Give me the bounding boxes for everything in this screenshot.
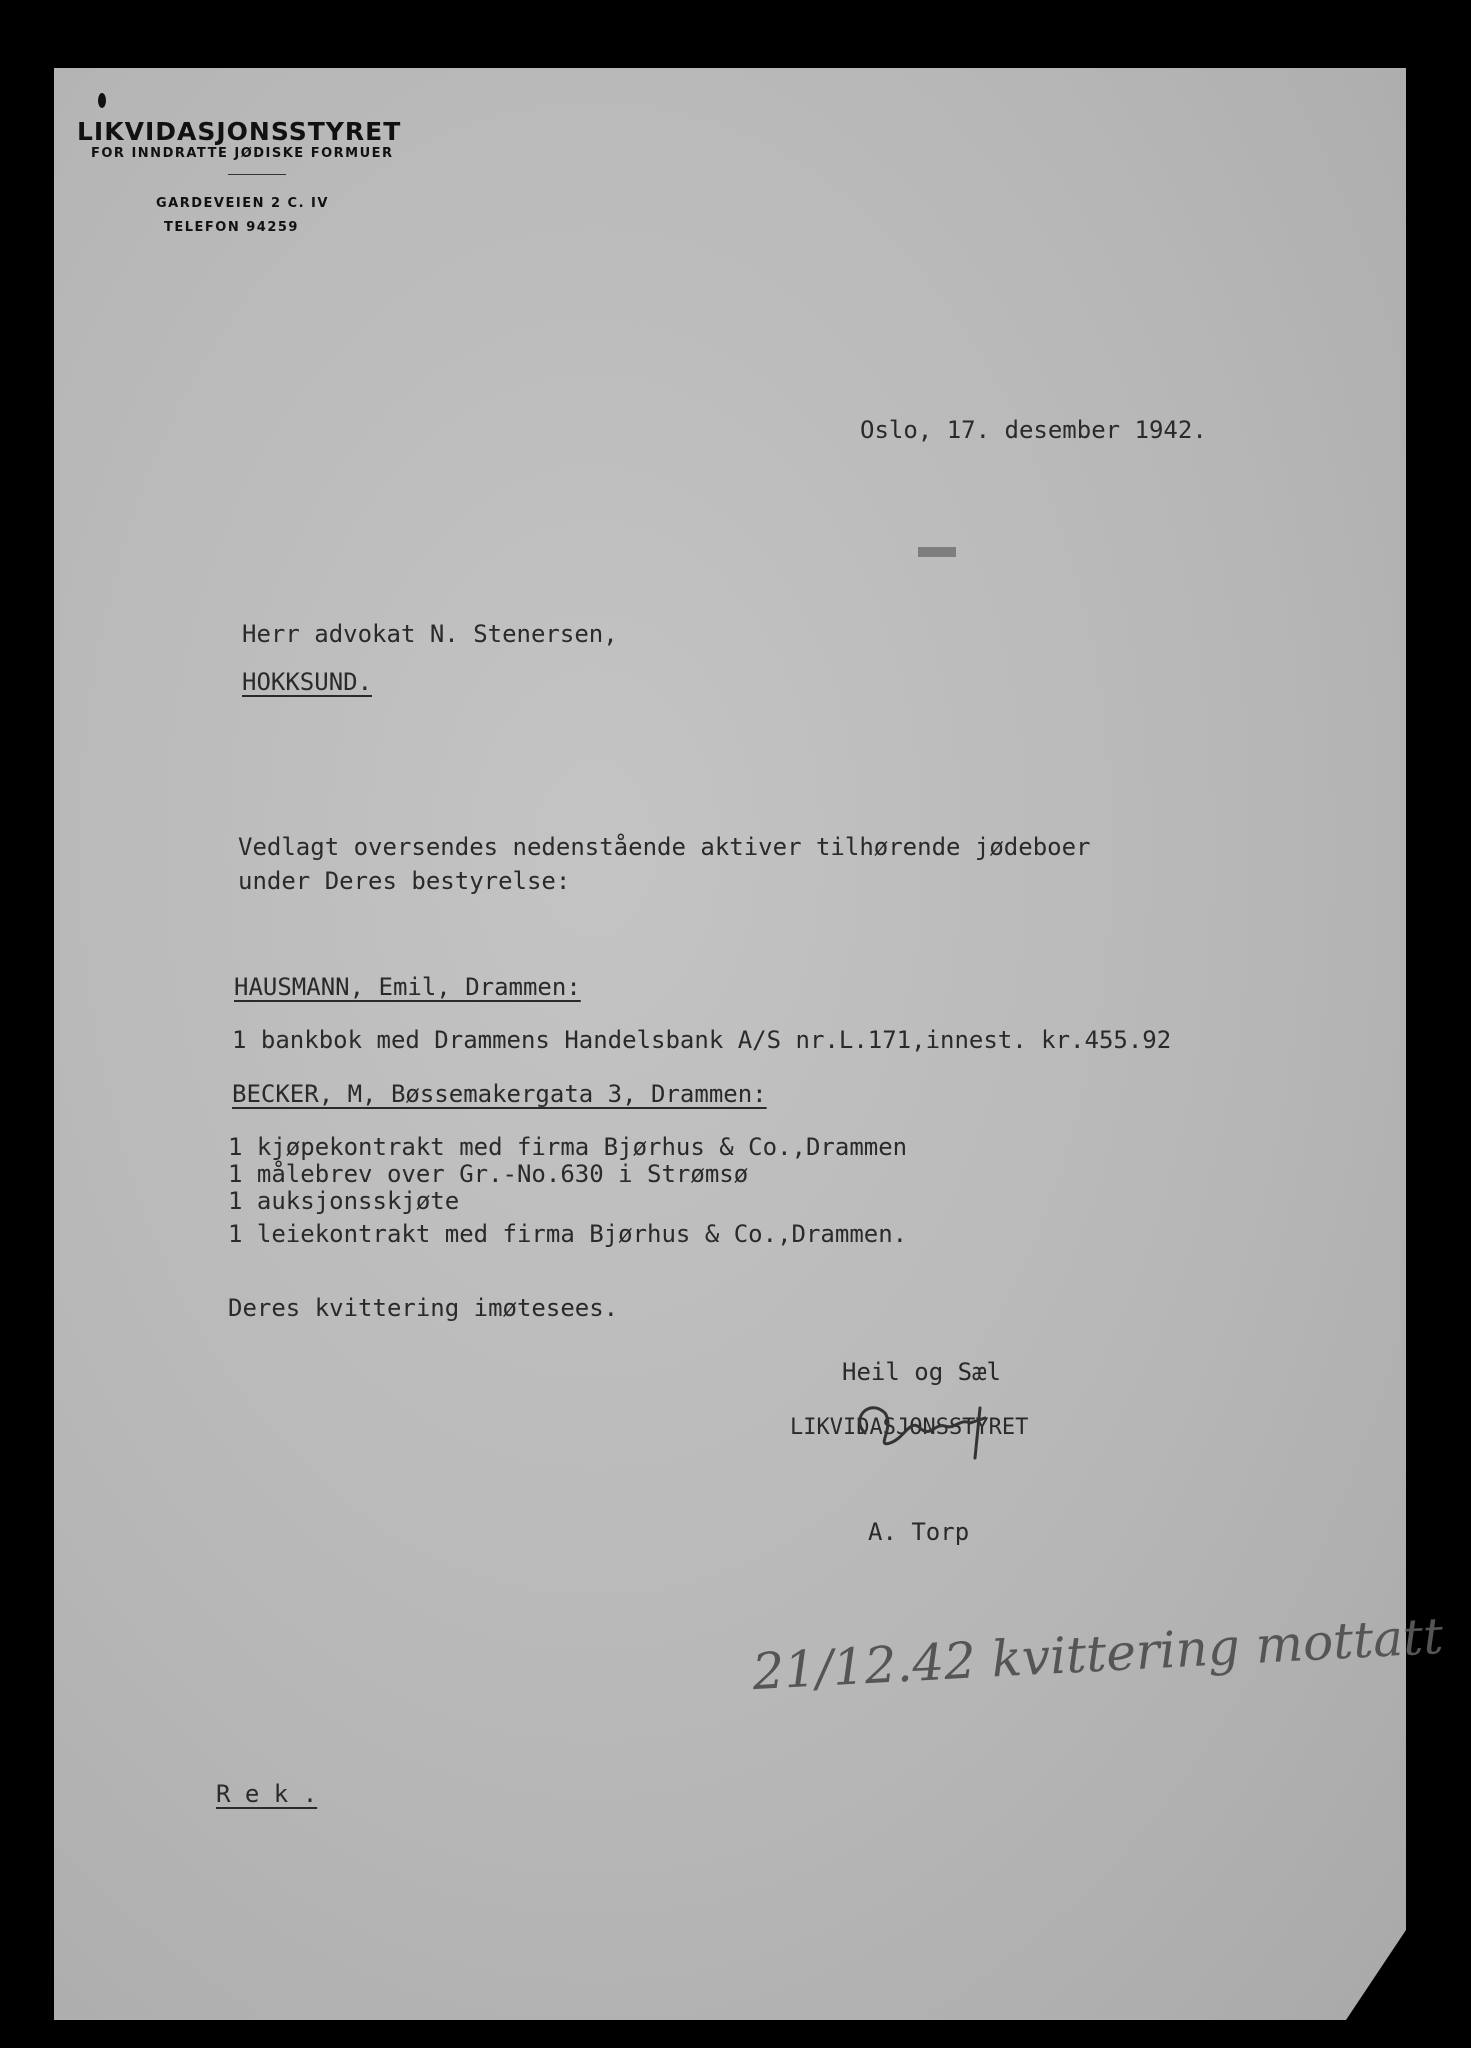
handwritten-signature (845, 1388, 1025, 1468)
date-line: Oslo, 17. desember 1942. (860, 416, 1207, 444)
closing-request: Deres kvittering imøtesees. (228, 1294, 619, 1322)
letterhead-telephone: TELEFON 94259 (164, 220, 299, 235)
recipient-name: Herr advokat N. Stenersen, (242, 620, 618, 648)
intro-line-2: under Deres bestyrelse: (238, 867, 571, 895)
estate-item-becker-1: 1 kjøpekontrakt med firma Bjørhus & Co.,Drammen (228, 1133, 908, 1161)
salutation: Heil og Sæl (842, 1358, 1001, 1386)
recipient-place: HOKKSUND. (242, 668, 373, 696)
intro-line-1: Vedlagt oversendes nedenstående aktiver tilhørende jødeboer (238, 833, 1091, 861)
estate-heading-hausmann: HAUSMANN, Emil, Drammen: (234, 973, 581, 1001)
handwritten-receipt-note: 21/12.42 kvittering mottatt (750, 1606, 1445, 1702)
estate-item-hausmann-1: 1 bankbok med Drammens Handelsbank A/S nr.L.171,innest. kr.455.92 (232, 1026, 1172, 1054)
letterhead-ink-dot (98, 93, 106, 108)
estate-item-becker-4: 1 leiekontrakt med firma Bjørhus & Co.,Drammen. (228, 1220, 908, 1248)
footer-registered-mark: R e k . (216, 1780, 318, 1808)
letterhead-subtitle: FOR INNDRATTE JØDISKE FORMUER (91, 146, 394, 161)
letterhead-divider (228, 174, 286, 175)
letterhead-address: GARDEVEIEN 2 C. IV (156, 196, 329, 211)
estate-heading-becker: BECKER, M, Bøssemakergata 3, Drammen: (232, 1080, 767, 1108)
estate-item-becker-3: 1 auksjonsskjøte (228, 1187, 460, 1215)
signature-organization: LIKVIDASJONSSTYRET (790, 1415, 1029, 1440)
signature-name: A. Torp (868, 1518, 970, 1546)
estate-item-becker-2: 1 målebrev over Gr.-No.630 i Strømsø (228, 1160, 749, 1188)
letterhead-organization: LIKVIDASJONSSTYRET (77, 117, 402, 146)
page-corner-fold (1346, 1930, 1406, 2020)
stamp-mark (918, 547, 956, 557)
